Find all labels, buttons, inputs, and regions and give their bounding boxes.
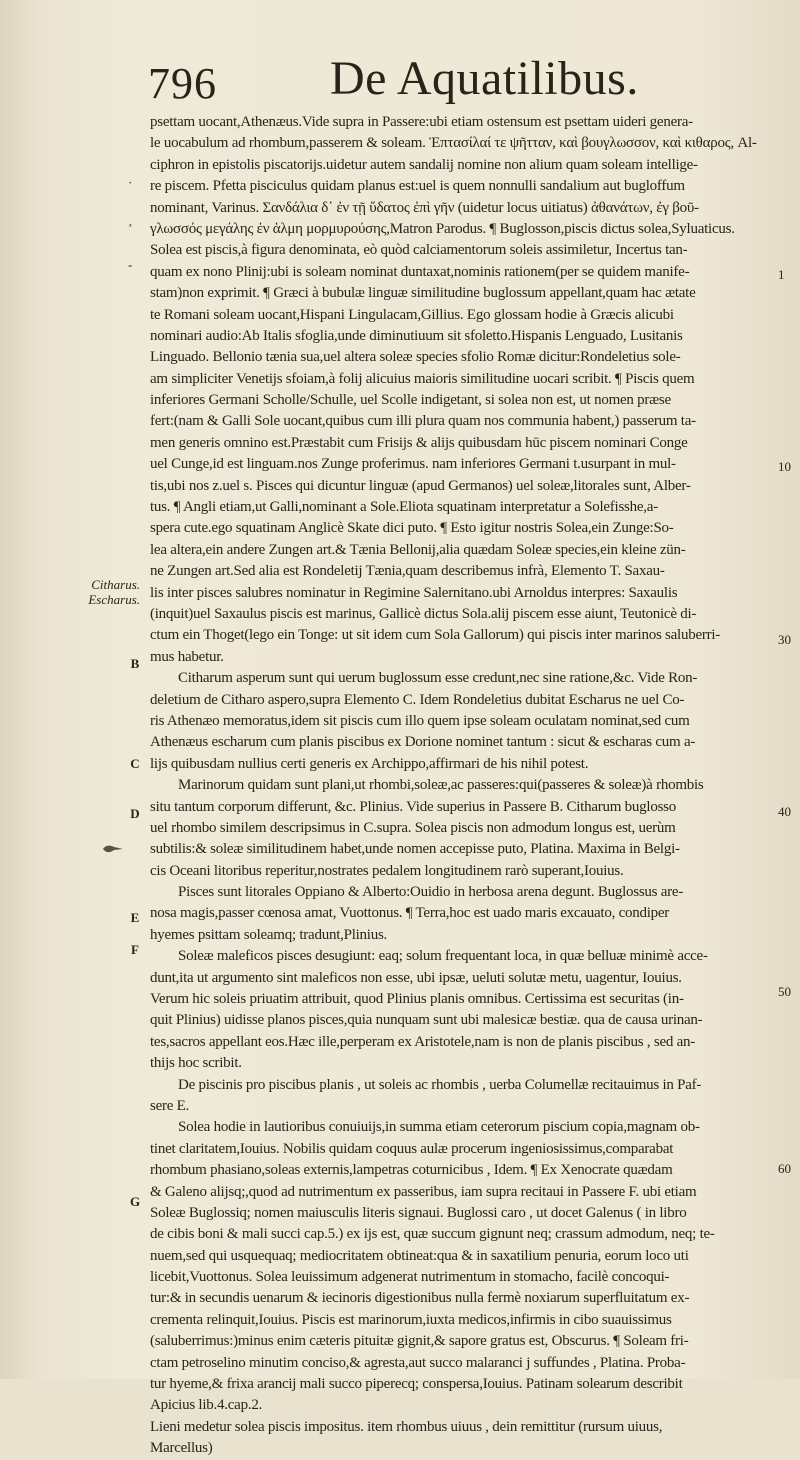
section-letter-g: G: [129, 1194, 141, 1209]
text-line: ctum ein Thoget(lego ein Tonge: ut sit idem cum Sola Gallorum) qui piscis inter marinos saluberri-: [150, 627, 721, 644]
line-count-mark: 60: [778, 1161, 791, 1176]
text-line: ris Athenæo memoratus,idem sit piscis cum illo quem ipse soleam oculatam nominat,sed cum: [150, 712, 690, 729]
margin-note-escharus: Escharus.: [88, 592, 140, 607]
text-line: le uocabulum ad rhombum,passerem & soleam. Ἐπτασίλαί τε ψῆτταν, καὶ βουγλωσσον, καὶ κιθαρος, Al-: [150, 135, 757, 152]
text-line: te Romani soleam uocant,Hispani Lingulacam,Gillius. Ego glossam hodie à Græcis alicubi: [150, 306, 674, 323]
line-count-mark: 10: [778, 459, 791, 474]
text-line: uel Cunge,id est linguam.nos Zunge proferimus. nam inferiores Germani t.usurpant in mul-: [150, 456, 676, 473]
text-line: De piscinis pro piscibus planis , ut soleis ac rhombis , uerba Columellæ recitauimus in Paf-: [178, 1076, 702, 1093]
text-line: γλωσσός μεγάλης ἐν ἁλμη μορμυρούσης,Matron Parodus. ¶ Buglosson,piscis dictus solea,Syluaticus.: [150, 220, 735, 237]
text-line: tes,sacros appellant eos.Hæc ille,perperam ex Aristotele,nam is non de planis piscibus , sed an-: [150, 1033, 696, 1050]
section-letter-b: B: [130, 656, 140, 671]
text-line: am simpliciter Venetijs sfoiam,à folij alicuius maioris similitudine uocari scribit. ¶ Piscis quem: [150, 370, 695, 387]
text-line: nuem,sed qui usquequaq; mediocritatem obtineat:qua & in saxatilium penuria, eorum loco uti: [150, 1247, 689, 1264]
text-line: spera cute.ego squatinam Anglicè Skate dici puto. ¶ Esto igitur nostris Solea,ein Zunge:So-: [150, 520, 674, 537]
text-line: Solea hodie in lautioribus conuiuijs,in summa etiam ceterorum piscium copia,magnam ob-: [178, 1119, 700, 1136]
text-line: (saluberrimus:)minus enim cæteris pituitæ gignit,& sapore gratus est, Obscurus. ¶ Soleam fri-: [150, 1333, 689, 1350]
text-line: Marcellus): [150, 1440, 213, 1457]
text-line: Verum hic soleis priuatim attribuit, quod Plinius planis omnibus. Certissima est securitas (in-: [150, 991, 684, 1008]
text-line: tur hyeme,& frixa arancij mali succo piperecq; conspersa,Iouius. Patinam solearum describit: [150, 1376, 683, 1393]
section-letter-d: D: [130, 806, 140, 821]
main-text-block: [150, 112, 790, 1460]
text-line: tus. ¶ Angli etiam,ut Galli,nominant a Sole.Eliota squatinam interpretatur a Solefisshe,a-: [150, 499, 658, 516]
text-line: & Galeno alijsq;,quod ad nutrimentum ex passeribus, iam supra recitaui in Passere F. ubi etiam: [150, 1183, 697, 1200]
text-line: sere E.: [150, 1097, 190, 1114]
text-line: subtilis:& soleæ similitudinem habet,unde nomen accepisse puto, Platina. Maxima in Belgi-: [150, 841, 680, 858]
running-title: De Aquatilibus.: [330, 52, 639, 105]
text-line: dunt,ita ut argumento sint maleficos non esse, ubi ipsæ, ueluti solutæ metu, uagentur, Iouius.: [150, 969, 682, 986]
text-line: deletium de Citharo aspero,supra Elemento C. Idem Rondeletius dubitat Escharus ne uel Co-: [150, 691, 685, 708]
text-line: men generis omnino est.Præstabit cum Frisijs & alijs quibusdam hūc piscem nominari Conge: [150, 434, 688, 451]
text-line: nominant, Varinus. Σανδάλια δ᾽ ἐν τῇ ὕδατος ἐπὶ γῆν (uidetur locus uitiatus) ἀθανάτων, ἐγ βοῦ-: [150, 199, 699, 216]
text-line: (inquit)uel Saxaulus piscis est marinus, Gallicè dictus Sola.alij piscem esse aiunt, Teutonicè di-: [150, 605, 697, 622]
text-line: hyemes psittam soleamq; tradunt,Plinius.: [150, 926, 388, 943]
text-line: Pisces sunt litorales Oppiano & Alberto:Ouidio in herbosa arena degunt. Buglossus are-: [178, 884, 684, 901]
text-line: nosa magis,passer cœnosa amat, Vuottonus. ¶ Terra,hoc est uado maris excauato, condiper: [150, 905, 670, 922]
section-letter-c: C: [130, 756, 140, 771]
text-line: thijs hoc scribit.: [150, 1055, 242, 1072]
text-line: ctam petroselino minutim conciso,& agresta,aut succo malaranci j suffundes , Platina. Proba-: [150, 1354, 686, 1371]
text-line: crementa relinquit,Iouius. Piscis est marinorum,iuxta medicos,infirmis in cibo suauissimus: [150, 1311, 672, 1328]
text-line: situ tantum corporum differunt, &c. Plinius. Vide superius in Passere B. Citharum buglosso: [150, 798, 677, 815]
text-line: stam)non exprimit. ¶ Græci à bubulæ linguæ similitudine buglossum appellant,quam hac ætate: [150, 285, 696, 302]
text-line: nominari audio:Ab Italis sfoglia,unde diminutiuum sit sfoletto.Hispanis Lenguado, Lusitanis: [150, 327, 683, 344]
text-line: mus habetur.: [150, 648, 224, 665]
line-count-mark: 1: [778, 267, 785, 282]
section-letter-f: F: [131, 942, 139, 957]
text-line: Solea est piscis,à figura denominata, eò quòd calciamentorum soleis assimiletur, Incertus tan-: [150, 242, 688, 259]
text-line: tinet claritatem,Iouius. Nobilis quidam coquus aulæ procerum ingeniosissimus,comparabat: [150, 1140, 674, 1157]
line-count-mark: 40: [778, 804, 791, 819]
edge-mark: ¸: [128, 212, 133, 227]
text-line: Marinorum quidam sunt plani,ut rhombi,soleæ,ac passeres:qui(passeres & soleæ)à rhombis: [178, 777, 704, 794]
line-count-mark: 30: [778, 632, 791, 647]
text-line: inferiores Germani Scholle/Schulle, uel Scolle indigetant, si solea non est, ut nomen præse: [150, 392, 671, 409]
edge-mark: -: [128, 257, 133, 272]
text-line: Lieni medetur solea piscis impositus. item rhombus uiuus , dein remittitur (rursum uiuus,: [150, 1418, 663, 1435]
line-count-mark: 50: [778, 984, 791, 999]
text-line: fert:(nam & Galli Sole uocant,quibus cum illi plura quam nos communia habent,) passerum ta-: [150, 413, 696, 430]
text-line: tis,ubi nos z.uel s. Pisces qui dicuntur linguæ (apud Germanos) uel soleæ,litorales sunt, Alber-: [150, 477, 691, 494]
text-line: quam ex nono Plinij:ubi is soleam nominat duntaxat,nominis rationem(per se quidem manife-: [150, 263, 690, 280]
page-number: 796: [148, 59, 217, 108]
text-line: quit Plinius) uidisse planos pisces,quia nunquam sunt ubi malesicæ bestiæ. qua de causa urinan-: [150, 1012, 703, 1029]
text-line: lijs quibusdam nullius certi generis ex Archippo,affirmari de his nihil potest.: [150, 755, 589, 772]
text-line: tur:& in secundis uenarum & iecinoris digestionibus nulla fermè noxiarum superfluitatum ex-: [150, 1290, 690, 1307]
text-line: lea altera,ein andere Zungen art.& Tænia Bellonij,alia quædam Soleæ species,ein kleine zün-: [150, 541, 686, 558]
edge-mark: ·: [128, 175, 133, 190]
section-letter-e: E: [130, 910, 140, 925]
text-line: re piscem. Pfetta pisciculus quidam planus est:uel is quem nonnulli sandalium aut bugloffum: [150, 178, 685, 195]
pointing-hand-icon: [102, 843, 124, 855]
text-line: ciphron in epistolis piscatorijs.uidetur autem sandalij nomine non alium quam soleam intellige-: [150, 156, 698, 173]
text-line: Soleæ Buglossiq; nomen maiusculis literis signaui. Buglossi caro , ut docet Galenus ( in libro: [150, 1204, 687, 1221]
margin-note-citharus: Citharus.: [91, 577, 140, 592]
text-line: Soleæ maleficos pisces desugiunt: eaq; solum frequentant loca, in quæ belluæ minimè acce-: [178, 948, 708, 965]
text-line: lis inter pisces salubres nominatur in Regimine Salernitano.ubi Arnoldus interpres: Saxaulis: [150, 584, 678, 601]
text-line: Apicius lib.4.cap.2.: [150, 1397, 263, 1414]
text-line: Linguado. Bellonio tænia sua,uel altera soleæ species sfolio Romæ dicitur:Rondeletius sole-: [150, 349, 681, 366]
text-line: Athenæus escharum cum planis piscibus ex Dorione nominet tantum : sicut & escharas cum a-: [150, 734, 696, 751]
text-line: cis Oceani litoribus reperitur,nostrates pedalem longitudinem rarò superant,Iouius.: [150, 862, 624, 879]
text-line: uel rhombo similem descripsimus in C.supra. Solea piscis non admodum longus est, uerùm: [150, 819, 676, 836]
text-line: rhombum phasiano,soleas externis,lampetras coturnicibus , Idem. ¶ Ex Xenocrate quædam: [150, 1162, 673, 1179]
text-line: Citharum asperum sunt qui uerum buglossum esse credunt,nec sine ratione,&c. Vide Ron-: [178, 670, 698, 687]
text-line: licebit,Vuottonus. Solea leuissimum adgenerat nutrimentum in stomacho, facilè concoqui-: [150, 1269, 670, 1286]
text-line: ne Zungen art.Sed alia est Rondeletij Tænia,quam describemus infrà, Elemento T. Saxau-: [150, 563, 665, 580]
text-line: psettam uocant,Athenæus.Vide supra in Passere:ubi etiam ostensum est psettam uideri genera-: [150, 114, 693, 130]
text-line: de cibis boni & mali succi cap.5.) ex ijs est, quæ succum gignunt neq; crassum admodum, neq; te-: [150, 1226, 715, 1243]
